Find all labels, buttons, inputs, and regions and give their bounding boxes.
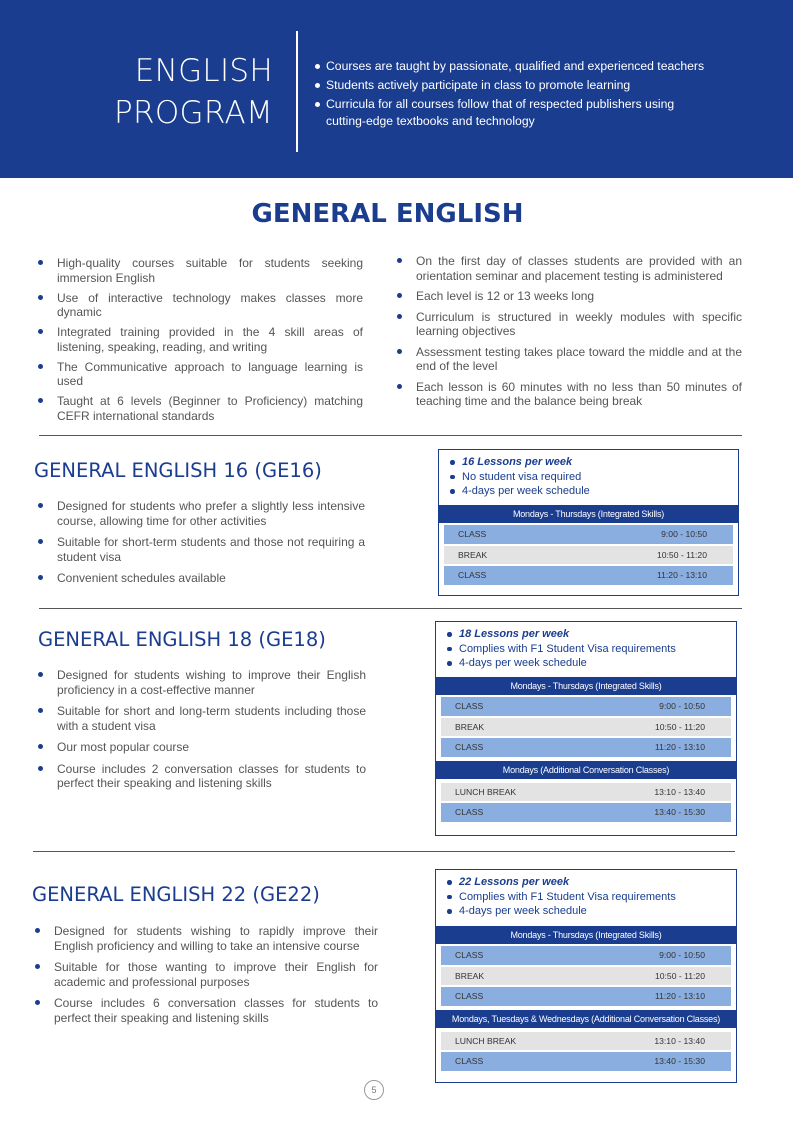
- schedule-row: [441, 738, 731, 757]
- schedule-header: Mondays - Thursdays (Integrated Skills): [439, 505, 738, 523]
- schedule-row: [441, 803, 731, 822]
- row-time: 10:50 - 11:20: [654, 970, 705, 981]
- schedule-rows: [439, 523, 738, 589]
- program-title: [114, 50, 273, 134]
- schedule-rows: [436, 1028, 736, 1075]
- schedule-bullet: 4-days per week schedule: [446, 656, 736, 671]
- schedule-bullet: Complies with F1 Student Visa requirements: [446, 642, 736, 657]
- row-label: BREAK: [455, 721, 485, 732]
- intro-item: The Communicative approach to language learning is used: [37, 360, 363, 389]
- ge22-bullet: Suitable for those wanting to improve their English for academic and professional purposes: [34, 960, 378, 989]
- ge16-bullet: Designed for students who prefer a slightly less intensive course, allowing time for other activities: [37, 499, 365, 528]
- row-time: 11:20 - 13:10: [654, 991, 705, 1002]
- section-divider: [33, 851, 735, 852]
- page-number: 5: [364, 1080, 384, 1100]
- row-label: BREAK: [455, 970, 485, 981]
- intro-item: Each lesson is 60 minutes with no less than 50 minutes of teaching time and the balance being break: [396, 380, 742, 409]
- lessons-per-week: 22 Lessons per week: [446, 875, 736, 890]
- ge18-schedule-bullets: [436, 622, 736, 677]
- ge18-bullet: Suitable for short and long-term students including those with a student visa: [37, 704, 366, 733]
- row-label: LUNCH BREAK: [455, 1035, 517, 1046]
- ge22-bullet-list: [34, 924, 378, 1032]
- row-time: 9:00 - 10:50: [661, 529, 707, 540]
- schedule-bullet: 4-days per week schedule: [446, 904, 736, 919]
- schedule-row: [441, 783, 731, 802]
- intro-item: High-quality courses suitable for students seeking immersion English: [37, 256, 363, 285]
- section-divider: [39, 608, 742, 609]
- header-bullet: Curricula for all courses follow that of respected publishers using cutting-edge textbooks and technology: [314, 96, 714, 130]
- schedule-row: [444, 566, 733, 585]
- header-banner: [0, 0, 793, 178]
- row-label: CLASS: [458, 529, 487, 540]
- intro-item: Assessment testing takes place toward the middle and at the end of the level: [396, 345, 742, 374]
- schedule-row: [441, 967, 731, 986]
- ge18-bullet: Our most popular course: [37, 740, 366, 755]
- ge18-title: GENERAL ENGLISH 18 (GE18): [38, 628, 326, 651]
- row-time: 13:10 - 13:40: [654, 1035, 705, 1046]
- header-bullet: Courses are taught by passionate, qualified and experienced teachers: [314, 58, 714, 75]
- row-time: 11:20 - 13:10: [656, 570, 707, 581]
- schedule-rows: [436, 695, 736, 761]
- schedule-row: [441, 718, 731, 737]
- row-time: 13:10 - 13:40: [654, 786, 705, 797]
- program-title-line2: PROGRAM: [114, 95, 273, 131]
- row-time: 9:00 - 10:50: [659, 701, 705, 712]
- row-label: CLASS: [455, 742, 484, 753]
- row-label: CLASS: [455, 1056, 484, 1067]
- intro-item: On the first day of classes students are provided with an orientation seminar and placement testing is administered: [396, 254, 742, 283]
- schedule-row: [441, 697, 731, 716]
- schedule-header: Mondays, Tuesdays & Wednesdays (Additional Conversation Classes): [436, 1010, 736, 1028]
- ge18-bullet: Designed for students wishing to improve their English proficiency in a cost-effective manner: [37, 668, 366, 697]
- ge18-bullet-list: [37, 668, 366, 798]
- schedule-header: Mondays (Additional Conversation Classes): [436, 761, 736, 779]
- schedule-rows: [436, 944, 736, 1010]
- schedule-row: [441, 1032, 731, 1051]
- ge22-schedule-box: [435, 869, 737, 1083]
- intro-item: Curriculum is structured in weekly modules with specific learning objectives: [396, 310, 742, 339]
- header-bullet: Students actively participate in class to promote learning: [314, 77, 714, 94]
- row-label: CLASS: [455, 701, 484, 712]
- section-divider: [39, 435, 742, 436]
- row-label: CLASS: [458, 570, 487, 581]
- program-title-line1: ENGLISH: [134, 53, 273, 89]
- ge22-bullet: Course includes 6 conversation classes for students to perfect their speaking and listening skills: [34, 996, 378, 1025]
- schedule-bullet: No student visa required: [449, 470, 738, 485]
- ge22-title: GENERAL ENGLISH 22 (GE22): [32, 883, 320, 906]
- ge16-bullet-list: [37, 499, 365, 593]
- schedule-row: [441, 946, 731, 965]
- row-time: 13:40 - 15:30: [654, 807, 705, 818]
- intro-item: Taught at 6 levels (Beginner to Proficiency) matching CEFR international standards: [37, 394, 363, 423]
- schedule-header: Mondays - Thursdays (Integrated Skills): [436, 926, 736, 944]
- schedule-header: Mondays - Thursdays (Integrated Skills): [436, 677, 736, 695]
- ge18-schedule-box: [435, 621, 737, 836]
- ge18-bullet: Course includes 2 conversation classes for students to perfect their speaking and listening skills: [37, 762, 366, 791]
- row-label: LUNCH BREAK: [455, 786, 517, 797]
- row-time: 13:40 - 15:30: [654, 1056, 705, 1067]
- lessons-per-week: 18 Lessons per week: [446, 627, 736, 642]
- ge22-bullet: Designed for students wishing to rapidly improve their English proficiency and willing to take an intensive course: [34, 924, 378, 953]
- page-title: GENERAL ENGLISH: [251, 199, 524, 229]
- schedule-bullet: Complies with F1 Student Visa requirements: [446, 890, 736, 905]
- row-time: 10:50 - 11:20: [656, 549, 707, 560]
- header-bullet-list: [314, 58, 714, 132]
- row-time: 9:00 - 10:50: [659, 950, 705, 961]
- ge16-schedule-bullets: [439, 450, 738, 505]
- schedule-row: [444, 525, 733, 544]
- schedule-rows: [436, 779, 736, 826]
- ge22-schedule-bullets: [436, 870, 736, 926]
- ge16-bullet: Suitable for short-term students and those not requiring a student visa: [37, 535, 365, 564]
- schedule-bullet: 4-days per week schedule: [449, 484, 738, 499]
- row-time: 11:20 - 13:10: [654, 742, 705, 753]
- ge16-title: GENERAL ENGLISH 16 (GE16): [34, 459, 322, 482]
- intro-item: Use of interactive technology makes classes more dynamic: [37, 291, 363, 320]
- row-time: 10:50 - 11:20: [654, 721, 705, 732]
- row-label: BREAK: [458, 549, 488, 560]
- header-divider: [296, 31, 298, 152]
- intro-list-right: [396, 254, 742, 415]
- row-label: CLASS: [455, 950, 484, 961]
- lessons-per-week: 16 Lessons per week: [449, 455, 738, 470]
- intro-list-left: [37, 256, 363, 429]
- schedule-row: [441, 1052, 731, 1071]
- intro-item: Each level is 12 or 13 weeks long: [396, 289, 742, 304]
- ge16-schedule-box: [438, 449, 739, 596]
- schedule-row: [441, 987, 731, 1006]
- row-label: CLASS: [455, 991, 484, 1002]
- intro-item: Integrated training provided in the 4 skill areas of listening, speaking, reading, and writing: [37, 325, 363, 354]
- schedule-row: [444, 546, 733, 565]
- ge16-bullet: Convenient schedules available: [37, 571, 365, 586]
- row-label: CLASS: [455, 807, 484, 818]
